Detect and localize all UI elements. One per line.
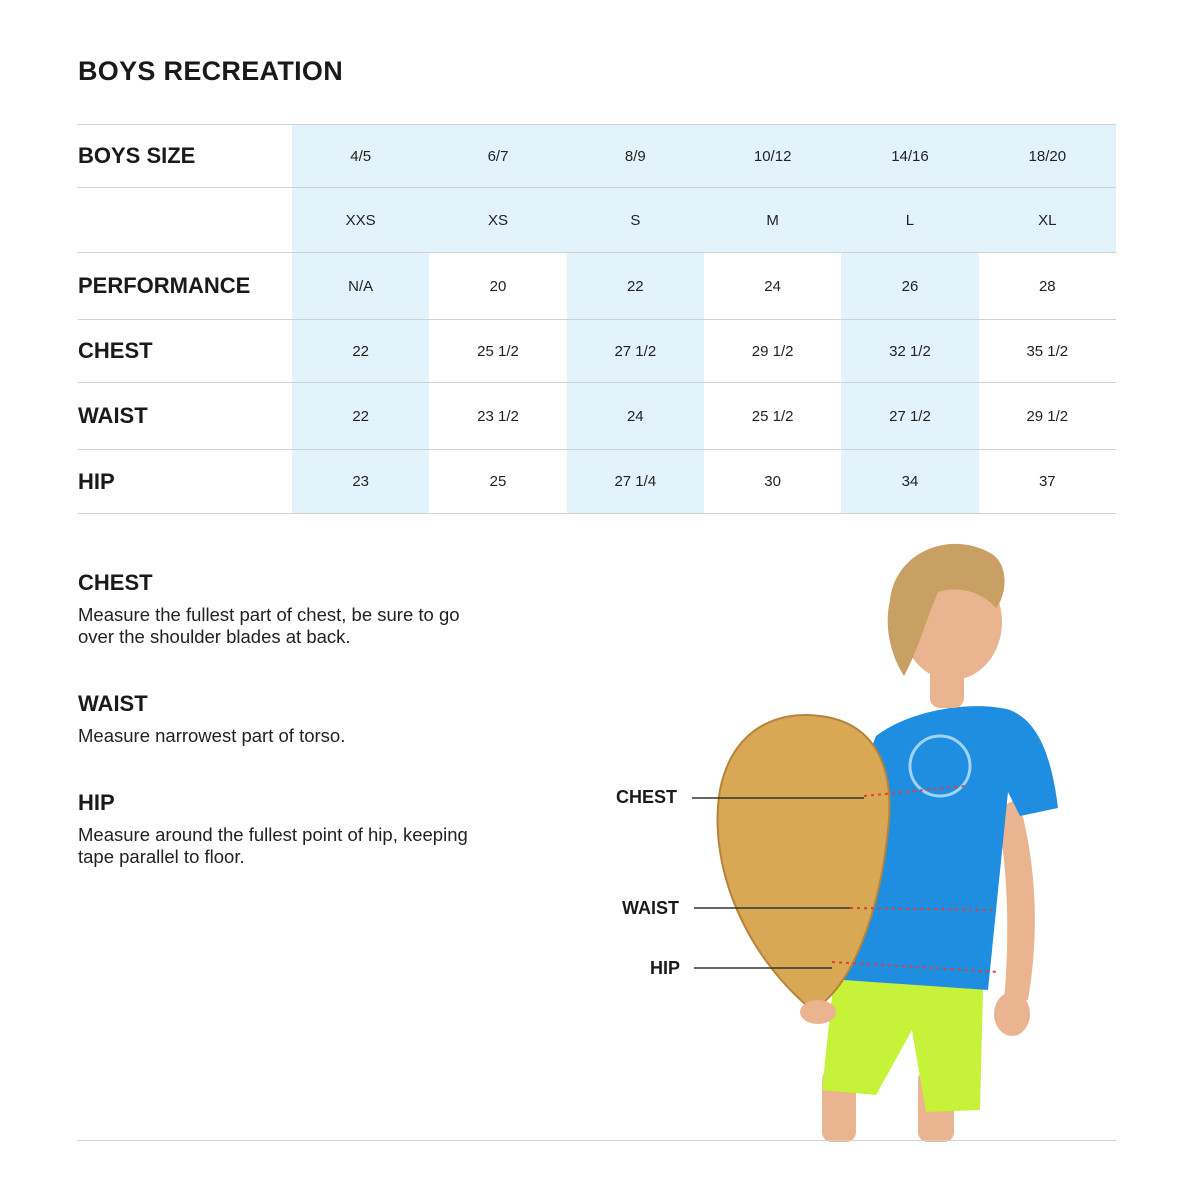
size-header-cell: 18/20 (1028, 147, 1067, 165)
table-cell: 24 (764, 277, 781, 295)
table-cell: 23 (292, 450, 429, 513)
table-row-waist (78, 383, 1116, 450)
table-cell: 27 1/2 (567, 320, 704, 382)
alpha-size-cell: XXS (345, 211, 376, 229)
row-label: HIP (78, 468, 115, 494)
chest-instructions (78, 570, 498, 648)
waist-callout-label: WAIST (622, 898, 679, 918)
table-cell: 27 1/4 (567, 450, 704, 513)
hip-callout-label: HIP (650, 958, 681, 978)
table-cell: 24 (567, 383, 704, 449)
table-cell: 22 (292, 383, 429, 449)
instruction-text: Measure the fullest part of chest, be sure to go over the shoulder blades at back. (78, 604, 460, 647)
table-cell: 30 (764, 473, 781, 490)
bottom-divider (78, 1140, 1116, 1141)
table-cell: 23 1/2 (477, 407, 519, 425)
page-title: BOYS RECREATION (78, 56, 344, 86)
hip-instructions (78, 790, 498, 868)
table-cell: 35 1/2 (1026, 342, 1069, 360)
table-cell: 34 (841, 450, 978, 513)
alpha-size-cell: L (905, 211, 915, 229)
alpha-size-cell: S (630, 211, 641, 229)
instruction-text: Measure narrowest part of torso. (78, 725, 346, 746)
table-cell: 22 (292, 320, 429, 382)
alpha-size-row (78, 188, 1116, 253)
alpha-size-cell: XS (487, 211, 508, 229)
model-illustration (600, 530, 1120, 1142)
table-cell: 25 1/2 (751, 407, 794, 425)
size-header-cell: 6/7 (487, 147, 509, 165)
alpha-row-label (78, 188, 292, 252)
table-row-performance (78, 253, 1116, 320)
table-cell: 37 (1038, 473, 1056, 490)
table-cell: 32 1/2 (841, 320, 978, 382)
table-cell: 28 (1038, 277, 1056, 295)
row-label: CHEST (78, 338, 153, 363)
waist-instructions (78, 691, 498, 747)
table-cell: 25 (489, 473, 507, 490)
size-header-cell: 4/5 (350, 147, 372, 165)
table-row-chest (78, 320, 1116, 383)
table-cell: N/A (292, 253, 429, 319)
instruction-heading: WAIST (78, 691, 148, 716)
instruction-text: Measure around the fullest point of hip, keeping tape parallel to floor. (78, 824, 468, 867)
alpha-header-cells (292, 188, 1116, 252)
right-hand (994, 992, 1030, 1036)
size-table (78, 124, 1116, 514)
alpha-size-cell: M (766, 211, 779, 229)
row-label: WAIST (78, 403, 148, 428)
table-cell: 20 (489, 277, 507, 295)
instruction-heading: CHEST (78, 570, 153, 595)
table-cell: 29 1/2 (1026, 407, 1069, 425)
header-label: BOYS SIZE (78, 143, 196, 168)
alpha-size-cell: XL (1038, 211, 1057, 229)
left-hand (800, 1000, 836, 1024)
table-cell: 25 1/2 (477, 342, 519, 360)
size-header-cell: 10/12 (753, 147, 792, 165)
table-cell: 22 (567, 253, 704, 319)
table-cell: 27 1/2 (841, 383, 978, 449)
table-header-row (78, 124, 1116, 188)
size-header-cell: 8/9 (624, 147, 646, 165)
size-header-cell: 14/16 (891, 147, 929, 165)
chest-callout-label: CHEST (616, 787, 678, 807)
row-label: PERFORMANCE (78, 273, 251, 298)
size-header-cells (292, 125, 1116, 187)
table-row-hip (78, 450, 1116, 514)
table-cell: 29 1/2 (751, 342, 794, 360)
instruction-heading: HIP (78, 790, 115, 815)
boy-with-surfboard-illustration (600, 530, 1120, 1142)
table-cell: 26 (841, 253, 978, 319)
